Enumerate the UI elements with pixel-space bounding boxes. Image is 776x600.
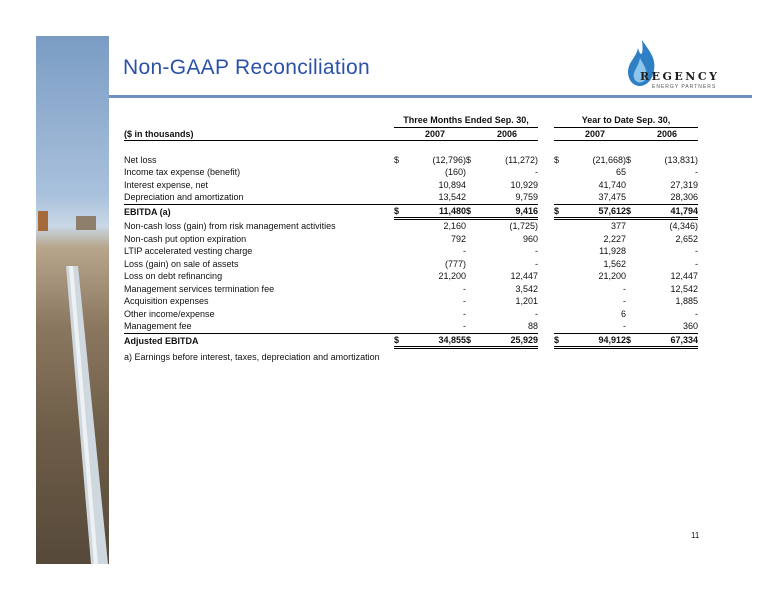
dollar-sign — [626, 219, 636, 233]
value-cell: 25,929 — [476, 333, 538, 348]
dollar-sign — [554, 270, 564, 283]
value-cell: 11,480 — [404, 204, 466, 219]
value-cell: - — [695, 246, 698, 257]
dollar-sign — [626, 320, 636, 333]
value-cell: 21,200 — [598, 271, 626, 282]
dollar-sign — [554, 308, 564, 321]
year-header: 2007 — [404, 127, 466, 141]
dollar-sign — [394, 270, 404, 283]
value-cell: 65 — [615, 167, 626, 178]
year-header: 2007 — [564, 127, 626, 141]
table-row — [124, 233, 698, 246]
row-label: Income tax expense (benefit) — [124, 167, 241, 178]
table-row — [124, 258, 698, 271]
value-cell: 960 — [522, 233, 538, 244]
table-row — [124, 154, 698, 167]
slide-title: Non-GAAP Reconciliation — [123, 56, 370, 79]
dollar-sign — [466, 283, 476, 296]
year-header-row — [124, 127, 698, 141]
row-label: LTIP accelerated vesting charge — [124, 246, 253, 257]
logo-wordmark: REGENCY — [640, 70, 720, 83]
dollar-sign: $ — [466, 204, 476, 219]
row-label: Loss on debt refinancing — [124, 271, 223, 282]
dollar-sign: $ — [554, 204, 564, 219]
group-header-row — [124, 114, 698, 127]
value-cell: - — [463, 296, 466, 307]
value-cell: 41,740 — [598, 179, 626, 190]
value-cell: 21,200 — [438, 271, 466, 282]
dollar-sign — [554, 258, 564, 271]
dollar-sign — [626, 179, 636, 192]
value-cell: 2,652 — [675, 233, 698, 244]
value-cell: - — [695, 258, 698, 269]
value-cell: - — [463, 283, 466, 294]
value-cell: (1,725) — [509, 221, 538, 232]
dollar-sign — [394, 191, 404, 204]
dollar-sign — [626, 245, 636, 258]
value-cell: 2,160 — [443, 221, 466, 232]
value-cell: 57,612 — [564, 204, 626, 219]
value-cell: 37,475 — [598, 192, 626, 203]
dollar-sign — [626, 191, 636, 204]
value-cell: 11,928 — [599, 246, 626, 257]
value-cell: 12,542 — [670, 283, 698, 294]
row-label: Loss (gain) on sale of assets — [124, 258, 239, 269]
footnote: a) Earnings before interest, taxes, depreciation and amortization — [124, 352, 380, 363]
value-cell: (11,272) — [505, 154, 538, 165]
dollar-sign — [394, 308, 404, 321]
value-cell: 1,885 — [675, 296, 698, 307]
dollar-sign — [394, 258, 404, 271]
dollar-sign: $ — [626, 204, 636, 219]
value-cell: - — [535, 258, 538, 269]
value-cell: 10,894 — [438, 179, 466, 190]
value-cell: (160) — [444, 167, 466, 178]
dollar-sign — [466, 270, 476, 283]
value-cell: 10,929 — [510, 179, 538, 190]
dollar-sign — [626, 283, 636, 296]
dollar-sign — [554, 191, 564, 204]
table-row — [124, 333, 698, 348]
logo-tagline: ENERGY PARTNERS — [652, 84, 717, 90]
value-cell: - — [695, 167, 698, 178]
dollar-sign — [554, 219, 564, 233]
group-header-ytd: Year to Date Sep. 30, — [554, 114, 698, 127]
value-cell: 9,416 — [476, 204, 538, 219]
value-cell: 67,334 — [636, 333, 698, 348]
dollar-sign: $ — [554, 333, 564, 348]
value-cell: 6 — [620, 308, 626, 319]
dollar-sign: $ — [394, 333, 404, 348]
dollar-sign: $ — [626, 154, 632, 165]
value-cell: 1,562 — [603, 258, 626, 269]
row-label: Non-cash put option expiration — [124, 233, 247, 244]
dollar-sign — [626, 166, 636, 179]
dollar-sign — [626, 270, 636, 283]
value-cell: 27,319 — [670, 179, 698, 190]
value-cell: 3,542 — [515, 283, 538, 294]
dollar-sign — [554, 283, 564, 296]
value-cell: 41,794 — [636, 204, 698, 219]
value-cell: 28,306 — [670, 192, 698, 203]
value-cell: - — [463, 308, 466, 319]
dollar-sign — [626, 258, 636, 271]
dollar-sign: $ — [466, 333, 476, 348]
table-row — [124, 204, 698, 219]
row-label: Adjusted EBITDA — [124, 333, 394, 348]
dollar-sign — [466, 295, 476, 308]
dollar-sign — [626, 233, 636, 246]
page-number: 11 — [691, 531, 700, 540]
dollar-sign — [626, 308, 636, 321]
table-row — [124, 179, 698, 192]
value-cell: - — [623, 283, 626, 294]
dollar-sign: $ — [554, 154, 560, 165]
value-cell: - — [463, 321, 466, 332]
table-row — [124, 308, 698, 321]
table-row — [124, 219, 698, 233]
value-cell: (777) — [444, 258, 466, 269]
row-label: Non-cash loss (gain) from risk management activities — [124, 220, 336, 231]
dollar-sign: $ — [394, 204, 404, 219]
row-label: Net loss — [124, 154, 157, 165]
dollar-sign — [394, 179, 404, 192]
dollar-sign — [466, 233, 476, 246]
group-header-three-months: Three Months Ended Sep. 30, — [394, 114, 538, 127]
value-cell: - — [623, 296, 626, 307]
dollar-sign — [394, 219, 404, 233]
value-cell: - — [535, 167, 538, 178]
units-label: ($ in thousands) — [124, 127, 394, 141]
reconciliation-table — [124, 114, 698, 364]
dollar-sign: $ — [466, 154, 472, 165]
value-cell: 9,759 — [515, 192, 538, 203]
value-cell: (4,346) — [669, 221, 698, 232]
row-label: Acquisition expenses — [124, 296, 209, 307]
value-cell: - — [463, 246, 466, 257]
value-cell: - — [623, 321, 626, 332]
table-body — [124, 154, 698, 348]
value-cell: (13,831) — [664, 154, 698, 165]
value-cell: - — [695, 308, 698, 319]
dollar-sign — [466, 179, 476, 192]
row-label: EBITDA (a) — [124, 204, 394, 219]
row-label: Management services termination fee — [124, 283, 275, 294]
value-cell: (12,796) — [432, 154, 466, 165]
dollar-sign — [394, 283, 404, 296]
dollar-sign — [466, 258, 476, 271]
year-header: 2006 — [636, 127, 698, 141]
value-cell: - — [535, 308, 538, 319]
dollar-sign — [394, 295, 404, 308]
dollar-sign — [554, 233, 564, 246]
dollar-sign — [466, 245, 476, 258]
table-row — [124, 283, 698, 296]
dollar-sign — [554, 320, 564, 333]
value-cell: (21,668) — [592, 154, 626, 165]
value-cell: 88 — [527, 321, 538, 332]
table-row — [124, 295, 698, 308]
row-label: Interest expense, net — [124, 179, 209, 190]
dollar-sign — [394, 233, 404, 246]
dollar-sign — [466, 166, 476, 179]
pipeline-photo — [36, 36, 109, 564]
dollar-sign — [394, 166, 404, 179]
row-label: Depreciation and amortization — [124, 192, 244, 203]
value-cell: 360 — [682, 321, 698, 332]
dollar-sign — [466, 308, 476, 321]
value-cell: 34,855 — [404, 333, 466, 348]
dollar-sign — [466, 320, 476, 333]
dollar-sign — [554, 245, 564, 258]
value-cell: 13,542 — [438, 192, 466, 203]
table-row — [124, 270, 698, 283]
dollar-sign — [554, 179, 564, 192]
dollar-sign — [394, 245, 404, 258]
row-label: Management fee — [124, 321, 192, 332]
dollar-sign — [394, 320, 404, 333]
dollar-sign: $ — [394, 154, 400, 165]
year-header: 2006 — [476, 127, 538, 141]
dollar-sign — [466, 191, 476, 204]
table-row — [124, 191, 698, 204]
footnote-row — [124, 348, 698, 364]
row-label: Other income/expense — [124, 308, 215, 319]
dollar-sign — [554, 295, 564, 308]
dollar-sign — [466, 219, 476, 233]
value-cell: 1,201 — [515, 296, 538, 307]
value-cell: 12,447 — [510, 271, 538, 282]
value-cell: 792 — [450, 233, 466, 244]
value-cell: 94,912 — [564, 333, 626, 348]
value-cell: 2,227 — [603, 233, 626, 244]
dollar-sign: $ — [626, 333, 636, 348]
table-row — [124, 245, 698, 258]
table-row — [124, 166, 698, 179]
value-cell: 377 — [610, 221, 626, 232]
table-row — [124, 320, 698, 333]
value-cell: - — [535, 246, 538, 257]
value-cell: 12,447 — [670, 271, 698, 282]
dollar-sign — [626, 295, 636, 308]
dollar-sign — [554, 166, 564, 179]
